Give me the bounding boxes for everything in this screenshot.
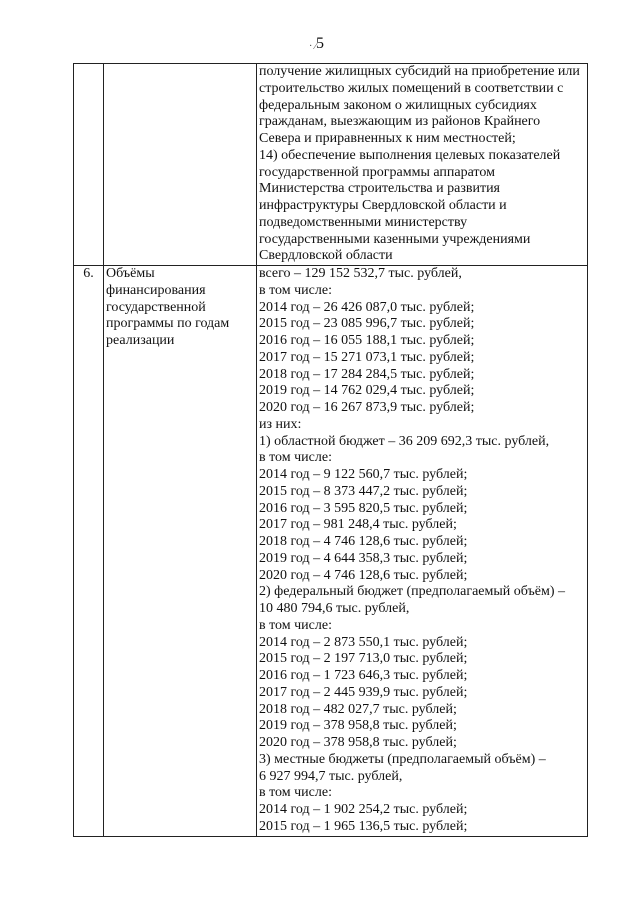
content-line: 2018 год – 4 746 128,6 тыс. рублей; (259, 534, 468, 549)
content-line: 2019 год – 4 644 358,3 тыс. рублей; (259, 550, 468, 566)
table-row (74, 266, 588, 837)
row-label-cell (104, 64, 257, 266)
content-line: подведомственными министерству (259, 214, 468, 230)
content-line: 2019 год – 378 958,8 тыс. рублей; (259, 718, 457, 734)
content-line: 2017 год – 981 248,4 тыс. рублей; (259, 517, 457, 533)
content-line: 2016 год – 3 595 820,5 тыс. рублей; (259, 500, 468, 516)
content-line: 2015 год – 1 965 136,5 тыс. рублей; (259, 818, 468, 834)
page-number: 5 (316, 35, 324, 52)
content-line: Свердловской области (259, 248, 393, 264)
content-line: строительство жилых помещений в соответствии с (259, 80, 564, 96)
row-content-cell (257, 266, 588, 837)
content-line: гражданам, выезжающим из районов Крайнего (259, 114, 541, 130)
label-line: программы по годам (106, 316, 230, 332)
content-line: 2014 год – 1 902 254,2 тыс. рублей; (259, 802, 468, 817)
content-line: в том числе: (259, 785, 332, 801)
program-passport-table (73, 63, 588, 837)
content-line: 6 927 994,7 тыс. рублей, (259, 768, 403, 784)
content-line: Министерства строительства и развития (259, 181, 501, 197)
content-line: 14) обеспечение выполнения целевых показателей (259, 147, 561, 163)
label-line: реализации (106, 333, 175, 348)
content-line: в том числе: (259, 450, 332, 466)
row-number-cell: 6. (74, 266, 104, 837)
content-line: Севера и приравненных к ним местностей; (259, 131, 516, 146)
content-line: государственной программы аппаратом (259, 164, 495, 180)
table-body (74, 64, 588, 837)
content-line: 2016 год – 16 055 188,1 тыс. рублей; (259, 333, 475, 348)
content-line: 2016 год – 1 723 646,3 тыс. рублей; (259, 668, 468, 683)
scan-mark: · ⁄ (309, 41, 317, 52)
content-line: 10 480 794,6 тыс. рублей, (259, 601, 410, 616)
content-line: 2015 год – 8 373 447,2 тыс. рублей; (259, 483, 468, 499)
label-line: государственной (106, 299, 206, 315)
content-line: 2017 год – 2 445 939,9 тыс. рублей; (259, 684, 468, 700)
row-content-cell (257, 64, 588, 266)
content-line: 2014 год – 9 122 560,7 тыс. рублей; (259, 467, 468, 482)
content-line: государственными казенными учреждениями (259, 231, 531, 247)
content-line: получение жилищных субсидий на приобретение или (259, 64, 580, 79)
label-line: Объёмы (106, 266, 155, 281)
content-line: 2020 год – 4 746 128,6 тыс. рублей; (259, 567, 468, 583)
label-line: финансирования (106, 282, 206, 298)
content-line: 2017 год – 15 271 073,1 тыс. рублей; (259, 349, 475, 365)
content-line: из них: (259, 416, 302, 432)
content-line: всего – 129 152 532,7 тыс. рублей, (259, 266, 462, 281)
content-line: 2) федеральный бюджет (предполагаемый объём) – (259, 584, 566, 600)
content-line: 2015 год – 2 197 713,0 тыс. рублей; (259, 651, 468, 667)
content-line: 2015 год – 23 085 996,7 тыс. рублей; (259, 316, 475, 332)
content-line: 2018 год – 17 284 284,5 тыс. рублей; (259, 366, 475, 382)
content-line: 2019 год – 14 762 029,4 тыс. рублей; (259, 383, 475, 399)
content-line: в том числе: (259, 282, 332, 298)
content-line: 2018 год – 482 027,7 тыс. рублей; (259, 701, 457, 717)
content-line: 3) местные бюджеты (предполагаемый объём) – (259, 751, 546, 767)
content-line: 2014 год – 26 426 087,0 тыс. рублей; (259, 299, 475, 315)
content-line: 2020 год – 16 267 873,9 тыс. рублей; (259, 400, 475, 415)
content-line: в том числе: (259, 617, 332, 633)
content-line: инфраструктуры Свердловской области и (259, 198, 507, 213)
row-number-cell (74, 64, 104, 266)
content-line: 1) областной бюджет – 36 209 692,3 тыс. рублей, (259, 433, 550, 449)
content-line: 2014 год – 2 873 550,1 тыс. рублей; (259, 634, 468, 650)
content-line: 2020 год – 378 958,8 тыс. рублей; (259, 735, 457, 750)
row-label-cell (104, 266, 257, 837)
table-row (74, 64, 588, 266)
content-line: федеральным законом о жилищных субсидиях (259, 97, 537, 113)
